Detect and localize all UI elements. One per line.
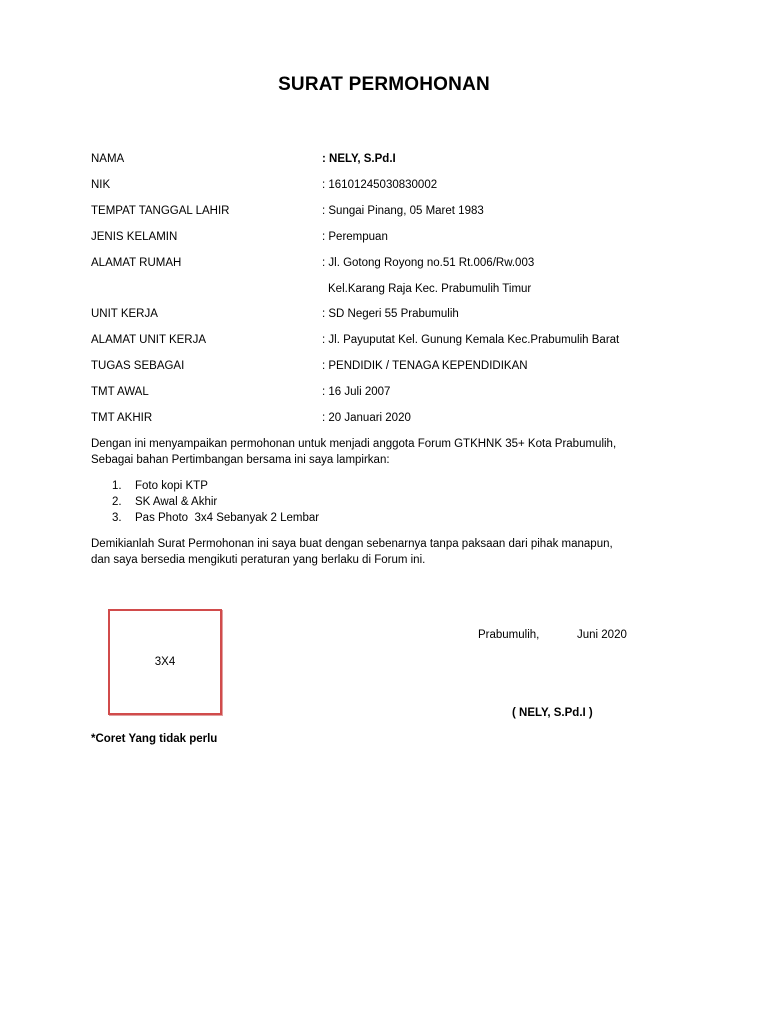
- signature-date: Juni 2020: [577, 629, 627, 641]
- list-item-text: Foto kopi KTP: [135, 480, 208, 492]
- field-value-tmt-akhir: : 20 Januari 2020: [322, 412, 411, 424]
- field-label-alamat-unit-kerja: ALAMAT UNIT KERJA: [91, 334, 207, 346]
- closing-paragraph: [91, 536, 691, 568]
- signer-name: ( NELY, S.Pd.I ): [512, 707, 593, 719]
- field-value-nama: : NELY, S.Pd.I: [322, 153, 396, 165]
- field-label-nama: NAMA: [91, 153, 125, 165]
- field-label-tugas-sebagai: TUGAS SEBAGAI: [91, 360, 185, 372]
- field-value-alamat-rumah-line2: Kel.Karang Raja Kec. Prabumulih Timur: [328, 283, 532, 295]
- field-value-alamat-rumah: : Jl. Gotong Royong no.51 Rt.006/Rw.003: [322, 257, 535, 269]
- field-label-unit-kerja: UNIT KERJA: [91, 308, 158, 320]
- page-title: SURAT PERMOHONAN: [278, 74, 490, 95]
- field-value-alamat-unit-kerja: : Jl. Payuputat Kel. Gunung Kemala Kec.Prabumulih Barat: [322, 334, 620, 346]
- list-item-text: SK Awal & Akhir: [135, 496, 218, 508]
- field-value-nik: : 16101245030830002: [322, 179, 438, 191]
- intro-line-2: Sebagai bahan Pertimbangan bersama ini saya lampirkan:: [91, 454, 390, 466]
- intro-paragraph: [91, 436, 691, 468]
- field-label-jenis-kelamin: JENIS KELAMIN: [91, 231, 178, 243]
- field-label-ttl: TEMPAT TANGGAL LAHIR: [91, 205, 230, 217]
- field-label-tmt-awal: TMT AWAL: [91, 386, 149, 398]
- field-value-tugas-sebagai: : PENDIDIK / TENAGA KEPENDIDIKAN: [322, 360, 528, 372]
- closing-line-2: dan saya bersedia mengikuti peraturan yang berlaku di Forum ini.: [91, 554, 426, 566]
- closing-line-1: Demikianlah Surat Permohonan ini saya buat dengan sebenarnya tanpa paksaan dari pihak manapun,: [91, 538, 613, 550]
- list-item-text: Pas Photo 3x4 Sebanyak 2 Lembar: [135, 512, 320, 524]
- signature-place: Prabumulih,: [478, 629, 540, 641]
- intro-line-1: Dengan ini menyampaikan permohonan untuk menjadi anggota Forum GTKHNK 35+ Kota Prabumulih,: [91, 438, 617, 450]
- list-item-number: 2.: [112, 496, 122, 508]
- field-value-jenis-kelamin: : Perempuan: [322, 231, 388, 243]
- photo-placeholder-box: [108, 609, 222, 715]
- list-item-number: 1.: [112, 480, 122, 492]
- photo-size-label: 3X4: [154, 656, 176, 668]
- footnote: *Coret Yang tidak perlu: [91, 733, 218, 745]
- field-value-unit-kerja: : SD Negeri 55 Prabumulih: [322, 308, 459, 320]
- field-label-nik: NIK: [91, 179, 111, 191]
- field-label-alamat-rumah: ALAMAT RUMAH: [91, 257, 182, 269]
- list-item-number: 3.: [112, 512, 122, 524]
- field-value-tmt-awal: : 16 Juli 2007: [322, 386, 391, 398]
- field-label-tmt-akhir: TMT AKHIR: [91, 412, 153, 424]
- field-value-ttl: : Sungai Pinang, 05 Maret 1983: [322, 205, 484, 217]
